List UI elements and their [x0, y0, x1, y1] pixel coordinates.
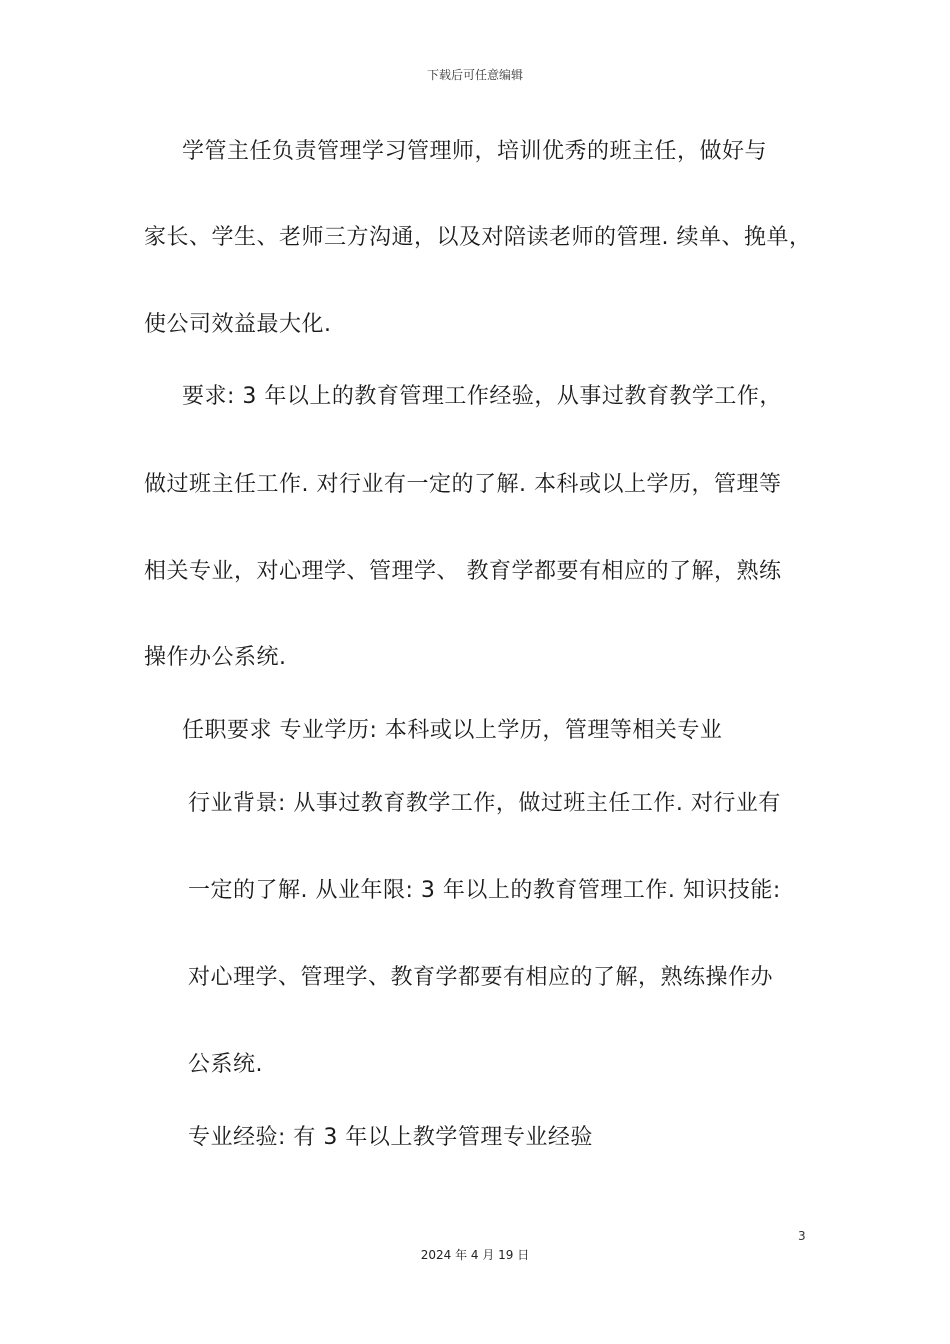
experience-line-1: 专业经验: 有 3 年以上教学管理专业经验	[188, 1125, 593, 1150]
header-note: 下载后可任意编辑	[426, 68, 523, 82]
paragraph-2-line-4: 操作办公系统.	[144, 645, 287, 670]
paragraph-1-line-1: 学管主任负责管理学习管理师，培训优秀的班主任，做好与	[182, 139, 768, 164]
paragraph-1-line-2: 家长、学生、老师三方沟通，以及对陪读老师的管理. 续单、挽单，	[144, 225, 812, 250]
background-line-3: 对心理学、管理学、教育学都要有相应的了解，熟练操作办	[188, 965, 774, 990]
background-line-2: 一定的了解. 从业年限: 3 年以上的教育管理工作. 知识技能:	[188, 878, 781, 903]
paragraph-1-line-3: 使公司效益最大化.	[144, 312, 332, 337]
paragraph-2-line-2: 做过班主任工作. 对行业有一定的了解. 本科或以上学历，管理等	[144, 472, 782, 497]
paragraph-2-line-3: 相关专业，对心理学、管理学、 教育学都要有相应的了解，熟练	[144, 559, 782, 584]
requirements-line-1: 任职要求 专业学历: 本科或以上学历，管理等相关专业	[182, 718, 723, 743]
page-number: 3	[798, 1229, 806, 1243]
background-line-1: 行业背景: 从事过教育教学工作，做过班主任工作. 对行业有	[188, 791, 781, 816]
paragraph-2-line-1: 要求: 3 年以上的教育管理工作经验，从事过教育教学工作，	[182, 384, 782, 409]
footer-date: 2024 年 4 月 19 日	[420, 1248, 530, 1262]
background-line-4: 公系统.	[188, 1052, 263, 1077]
